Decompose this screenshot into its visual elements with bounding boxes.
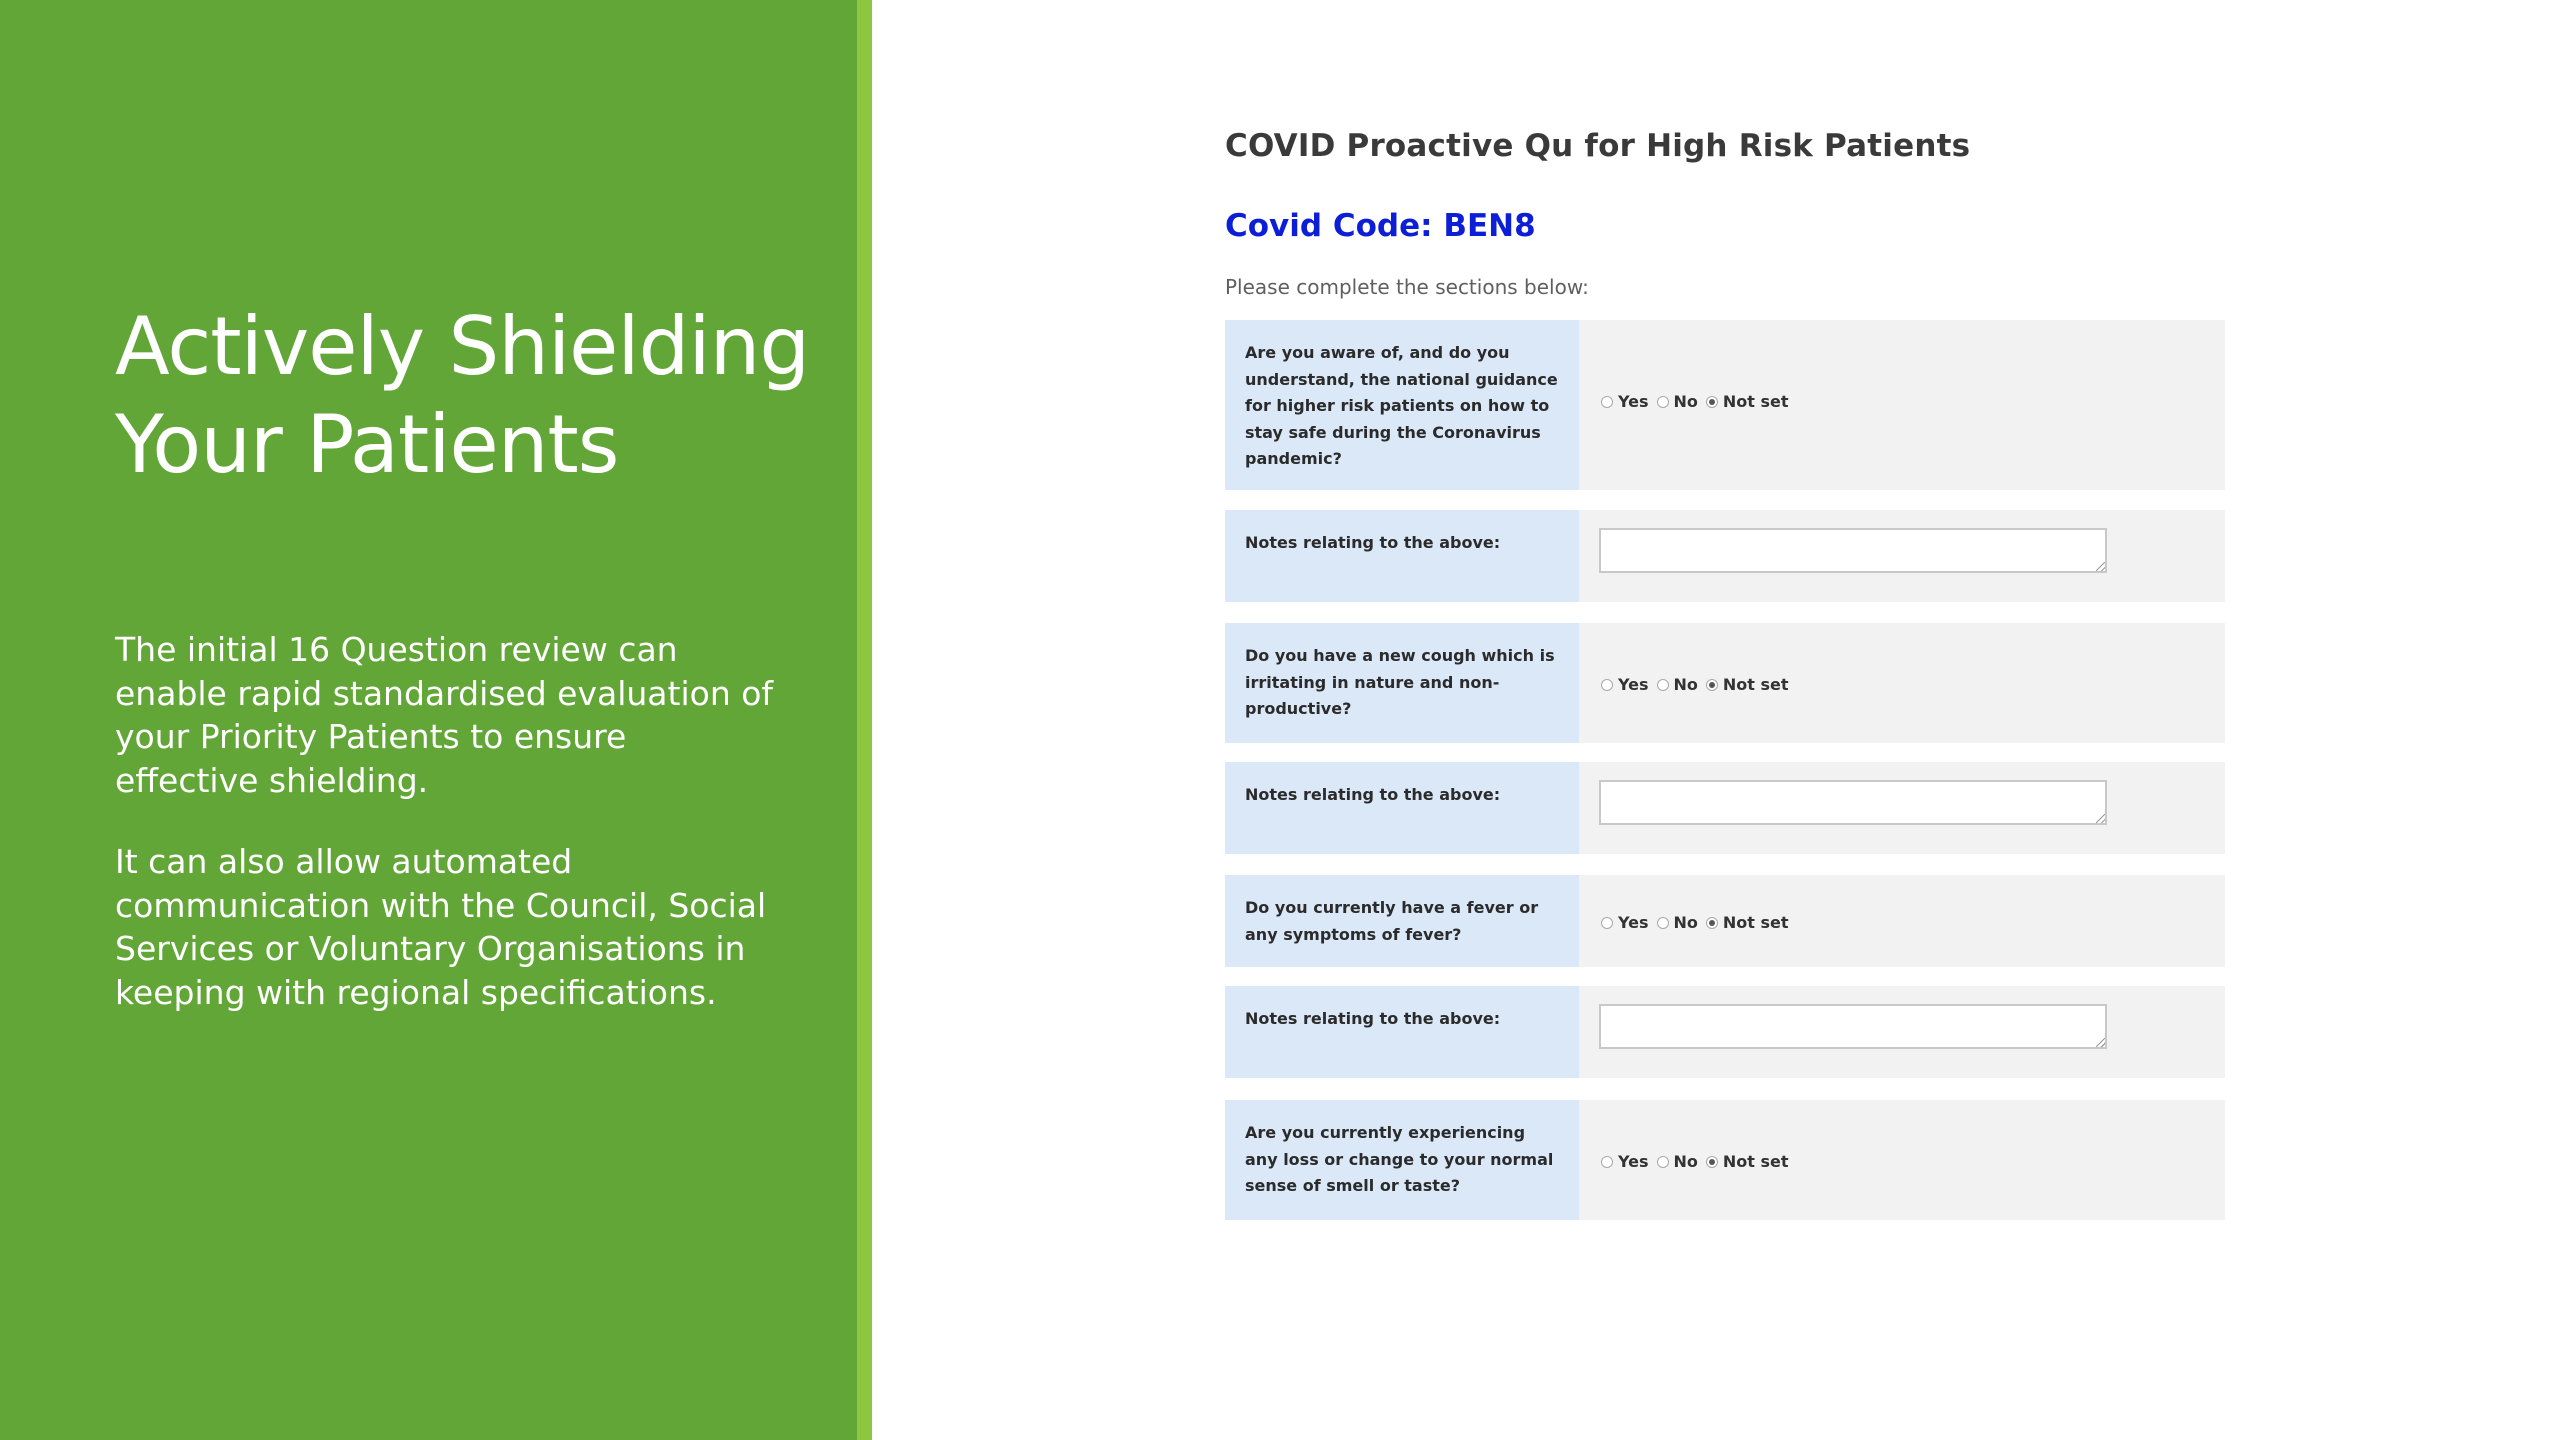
question-label: Do you currently have a fever or any symptoms of fever? [1225, 875, 1579, 967]
radio-option-yes[interactable] [1601, 913, 1649, 932]
radio-button[interactable] [1706, 917, 1718, 929]
question-row [1225, 875, 2225, 967]
radio-button[interactable] [1601, 679, 1613, 691]
radio-option-no[interactable] [1657, 675, 1698, 694]
question-label: Do you have a new cough which is irritating in nature and non-productive? [1225, 623, 1579, 743]
radio-button[interactable] [1706, 396, 1718, 408]
answer-radio-group [1601, 675, 1797, 694]
radio-option-no[interactable] [1657, 1152, 1698, 1171]
radio-label: Yes [1618, 392, 1649, 411]
radio-option-yes[interactable] [1601, 392, 1649, 411]
answer-radio-group [1601, 913, 1797, 932]
notes-row [1225, 510, 2225, 602]
radio-label: Not set [1722, 913, 1789, 932]
notes-textarea[interactable] [1599, 528, 2107, 573]
notes-label: Notes relating to the above: [1225, 986, 1579, 1078]
resize-handle-icon[interactable] [2096, 1038, 2105, 1047]
radio-label: No [1673, 392, 1698, 411]
field-cell [1579, 623, 2225, 743]
radio-button[interactable] [1601, 917, 1613, 929]
radio-option-no[interactable] [1657, 913, 1698, 932]
answer-radio-group [1601, 1152, 1797, 1171]
notes-label: Notes relating to the above: [1225, 510, 1579, 602]
question-row [1225, 623, 2225, 743]
radio-button[interactable] [1657, 396, 1669, 408]
radio-button[interactable] [1601, 396, 1613, 408]
radio-button[interactable] [1657, 1156, 1669, 1168]
accent-bar [857, 0, 872, 1440]
slide-paragraph-2: It can also allow automated communication with the Council, Social Services or Voluntary Organisations in keeping with regional specifications. [115, 842, 767, 1012]
radio-option-not-set[interactable] [1706, 1152, 1789, 1171]
slide-title: Actively Shielding Your Patients [115, 300, 810, 491]
notes-label: Notes relating to the above: [1225, 762, 1579, 854]
radio-label: Yes [1618, 675, 1649, 694]
field-cell [1579, 875, 2225, 967]
radio-label: No [1673, 1152, 1698, 1171]
radio-button[interactable] [1601, 1156, 1613, 1168]
form-instructions: Please complete the sections below: [1225, 275, 1589, 299]
question-label: Are you currently experiencing any loss or change to your normal sense of smell or taste? [1225, 1100, 1579, 1220]
question-row [1225, 320, 2225, 490]
question-row [1225, 1100, 2225, 1220]
radio-button[interactable] [1706, 1156, 1718, 1168]
field-cell [1579, 986, 2225, 1078]
covid-code: Covid Code: BEN8 [1225, 208, 1536, 244]
notes-textarea[interactable] [1599, 1004, 2107, 1049]
field-cell [1579, 510, 2225, 602]
answer-radio-group [1601, 392, 1797, 411]
radio-label: No [1673, 913, 1698, 932]
radio-label: Not set [1722, 675, 1789, 694]
resize-handle-icon[interactable] [2096, 814, 2105, 823]
field-cell [1579, 762, 2225, 854]
field-cell [1579, 1100, 2225, 1220]
notes-row [1225, 762, 2225, 854]
radio-option-no[interactable] [1657, 392, 1698, 411]
radio-option-yes[interactable] [1601, 1152, 1649, 1171]
resize-handle-icon[interactable] [2096, 562, 2105, 571]
question-label: Are you aware of, and do you understand, the national guidance for higher risk patients on how to stay safe during the Coronavirus pandemic? [1225, 320, 1579, 490]
radio-option-yes[interactable] [1601, 675, 1649, 694]
form-title: COVID Proactive Qu for High Risk Patients [1225, 128, 1971, 164]
radio-label: Yes [1618, 1152, 1649, 1171]
slide-paragraph-1: The initial 16 Question review can enable rapid standardised evaluation of your Priority Patients to ensure effective shielding. [115, 630, 774, 800]
radio-button[interactable] [1706, 679, 1718, 691]
radio-option-not-set[interactable] [1706, 675, 1789, 694]
radio-option-not-set[interactable] [1706, 392, 1789, 411]
radio-button[interactable] [1657, 679, 1669, 691]
field-cell [1579, 320, 2225, 490]
radio-option-not-set[interactable] [1706, 913, 1789, 932]
radio-label: Not set [1722, 1152, 1789, 1171]
notes-textarea[interactable] [1599, 780, 2107, 825]
radio-button[interactable] [1657, 917, 1669, 929]
radio-label: Yes [1618, 913, 1649, 932]
radio-label: Not set [1722, 392, 1789, 411]
radio-label: No [1673, 675, 1698, 694]
notes-row [1225, 986, 2225, 1078]
